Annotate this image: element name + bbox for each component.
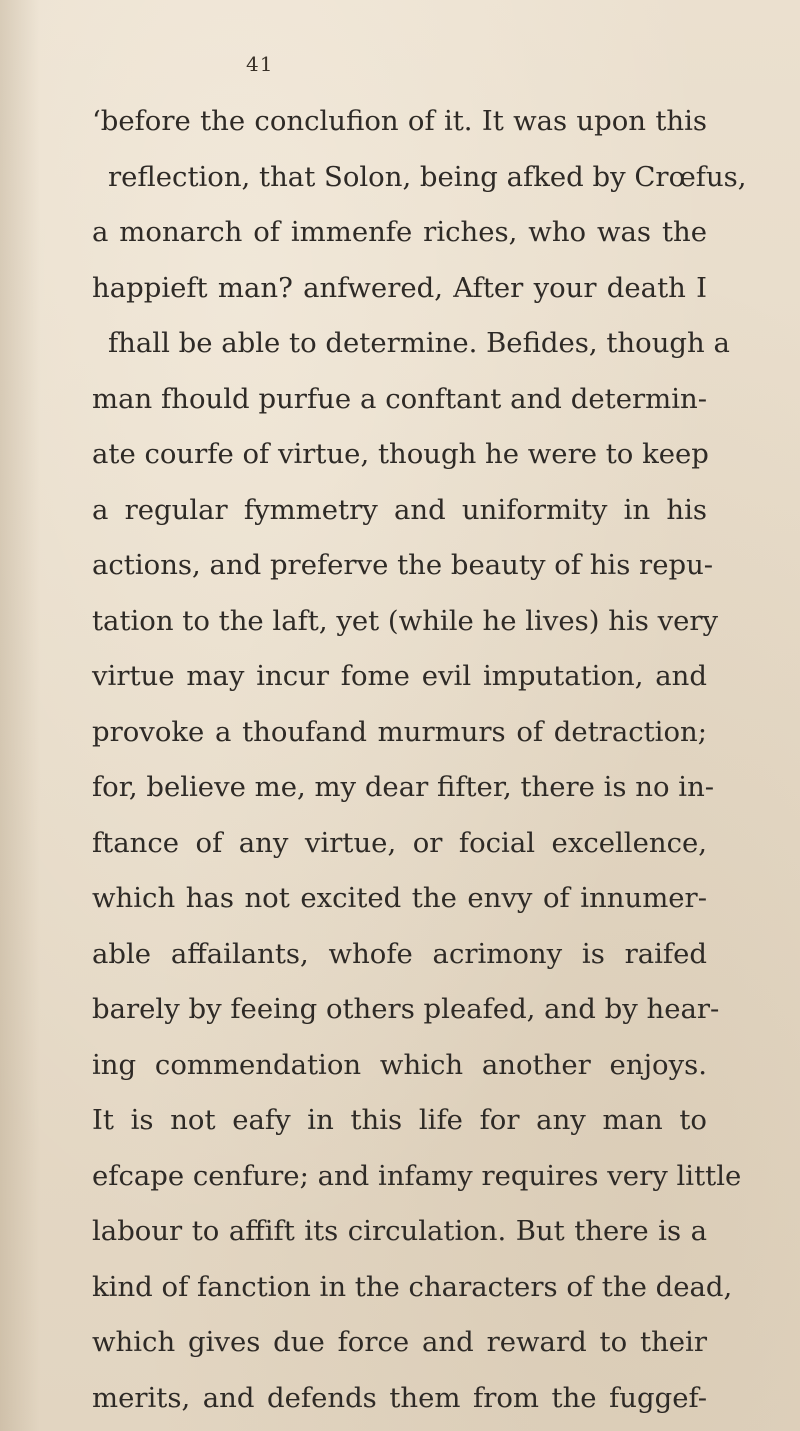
text-line-21: labour to affift its circulation. But there is a [92, 1215, 707, 1247]
text-line-12: provoke a thoufand murmurs of detraction; [92, 716, 707, 748]
text-line-4: happieft man? anfwered, After your death I [92, 272, 707, 304]
text-line-19: It is not eafy in this life for any man to [92, 1104, 707, 1136]
text-line-17: barely by feeing others pleafed, and by hear- [92, 993, 720, 1025]
page-number: 41 [246, 52, 274, 76]
text-line-6: man fhould purfue a conftant and determin- [92, 383, 707, 415]
text-line-1: ‘before the conclufion of it. It was upon this [92, 105, 707, 137]
text-line-10: tation to the laft, yet (while he lives) his very [92, 605, 719, 637]
text-line-20: efcape cenfure; and infamy requires very little [92, 1160, 742, 1192]
page-gutter-shadow [0, 0, 40, 1431]
text-line-5: fhall be able to determine. Befides, though a [108, 327, 730, 359]
text-line-18: ing commendation which another enjoys. [92, 1049, 707, 1081]
text-line-23: which gives due force and reward to their [92, 1326, 707, 1358]
text-line-7: ate courfe of virtue, though he were to keep [92, 438, 709, 470]
text-line-9: actions, and preferve the beauty of his repu- [92, 549, 714, 581]
text-line-15: which has not excited the envy of innumer- [92, 882, 707, 914]
text-line-14: ftance of any virtue, or focial excellence, [92, 827, 707, 859]
text-line-16: able affailants, whofe acrimony is raifed [92, 938, 707, 970]
text-line-8: a regular fymmetry and uniformity in his [92, 494, 707, 526]
text-line-13: for, believe me, my dear fifter, there is no in- [92, 771, 715, 803]
text-line-11: virtue may incur fome evil imputation, and [92, 660, 707, 692]
text-line-24: merits, and defends them from the fuggef- [92, 1382, 707, 1414]
text-line-3: a monarch of immenfe riches, who was the [92, 216, 707, 248]
text-line-22: kind of fanction in the characters of the dead, [92, 1271, 733, 1303]
text-line-2: reflection, that Solon, being afked by Crœfus, [108, 161, 747, 193]
